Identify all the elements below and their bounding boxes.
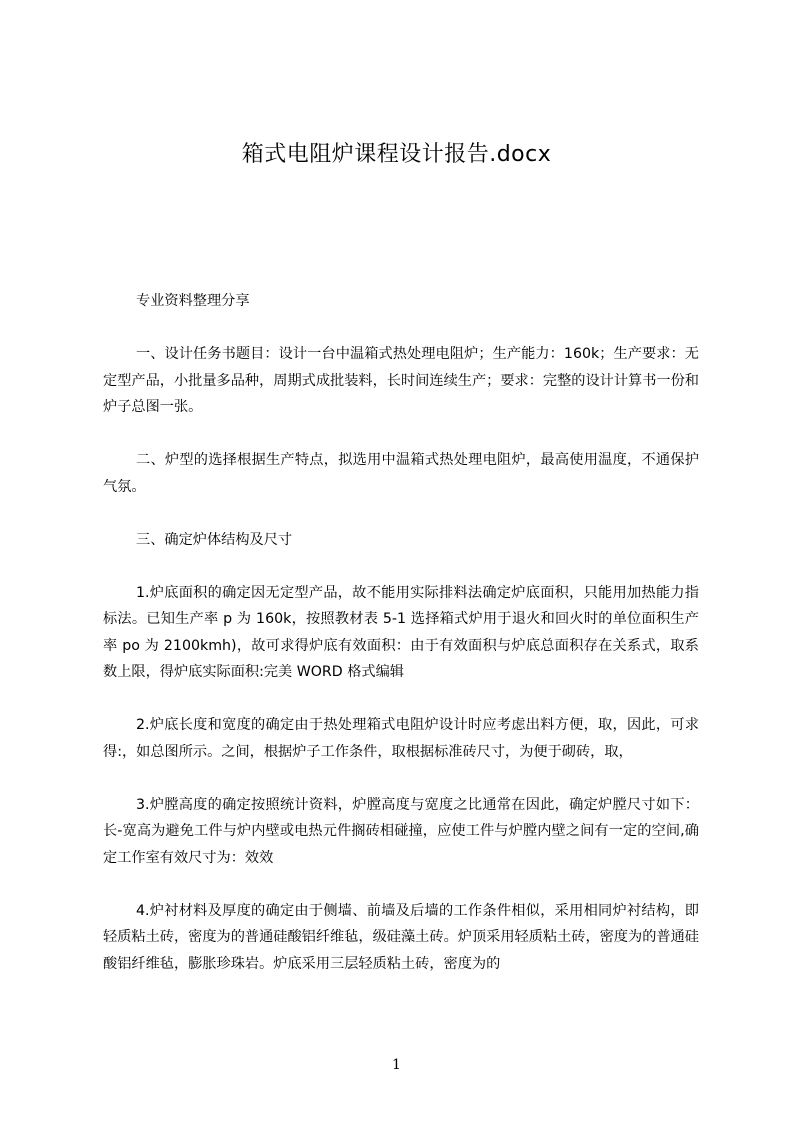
- paragraph-lining-material: 4.炉衬材料及厚度的确定由于侧墙、前墙及后墙的工作条件相似，采用相同炉衬结构，即轻质粘土砖，密度为的普通硅酸铝纤维毡，级硅藻土砖。炉顶采用轻质粘土砖，密度为的普通硅酸铝纤维毡，膨胀珍珠岩。炉底采用三层轻质粘土砖，密度为的: [103, 902, 699, 972]
- paragraph-structure-heading: 三、确定炉体结构及尺寸: [136, 531, 293, 548]
- paragraph-source-note: 专业资料整理分享: [136, 293, 250, 309]
- document-title: 箱式电阻炉课程设计报告.docx: [241, 142, 552, 167]
- paragraph-hearth-area: 1.炉底面积的确定因无定型产品，故不能用实际排料法确定炉底面积，只能用加热能力指标法。已知生产率 p 为 160k，按照教材表 5-1 选择箱式炉用于退火和回火时的单位面积生产率 po 为 2100kmh)，故可求得炉底有效面积：由于有效面积与炉底总面积存在关系式，取系数上限，得炉底实际面积:完美 WORD 格式编辑: [103, 584, 699, 680]
- paragraph-hearth-dimensions: 2.炉底长度和宽度的确定由于热处理箱式电阻炉设计时应考虑出料方便，取，因此，可求得:，如总图所示。之间，根据炉子工作条件，取根据标准砖尺寸，为便于砌砖，取，: [103, 717, 699, 760]
- paragraph-chamber-height: 3.炉膛高度的确定按照统计资料，炉膛高度与宽度之比通常在因此，确定炉膛尺寸如下：长-宽高为避免工件与炉内壁或电热元件搁砖相碰撞，应使工件与炉膛内壁之间有一定的空间,确定工作室有效尺寸为：效效: [103, 796, 699, 866]
- page-number: 1: [392, 1057, 401, 1073]
- document-body: [103, 288, 699, 1004]
- paragraph-furnace-type: 二、炉型的选择根据生产特点，拟选用中温箱式热处理电阻炉，最高使用温度，不通保护气氛。: [103, 452, 699, 495]
- paragraph-design-task: 一、设计任务书题目：设计一台中温箱式热处理电阻炉；生产能力：160k；生产要求：无定型产品，小批量多品种，周期式成批装料，长时间连续生产；要求：完整的设计计算书一份和炉子总图一张。: [103, 346, 699, 415]
